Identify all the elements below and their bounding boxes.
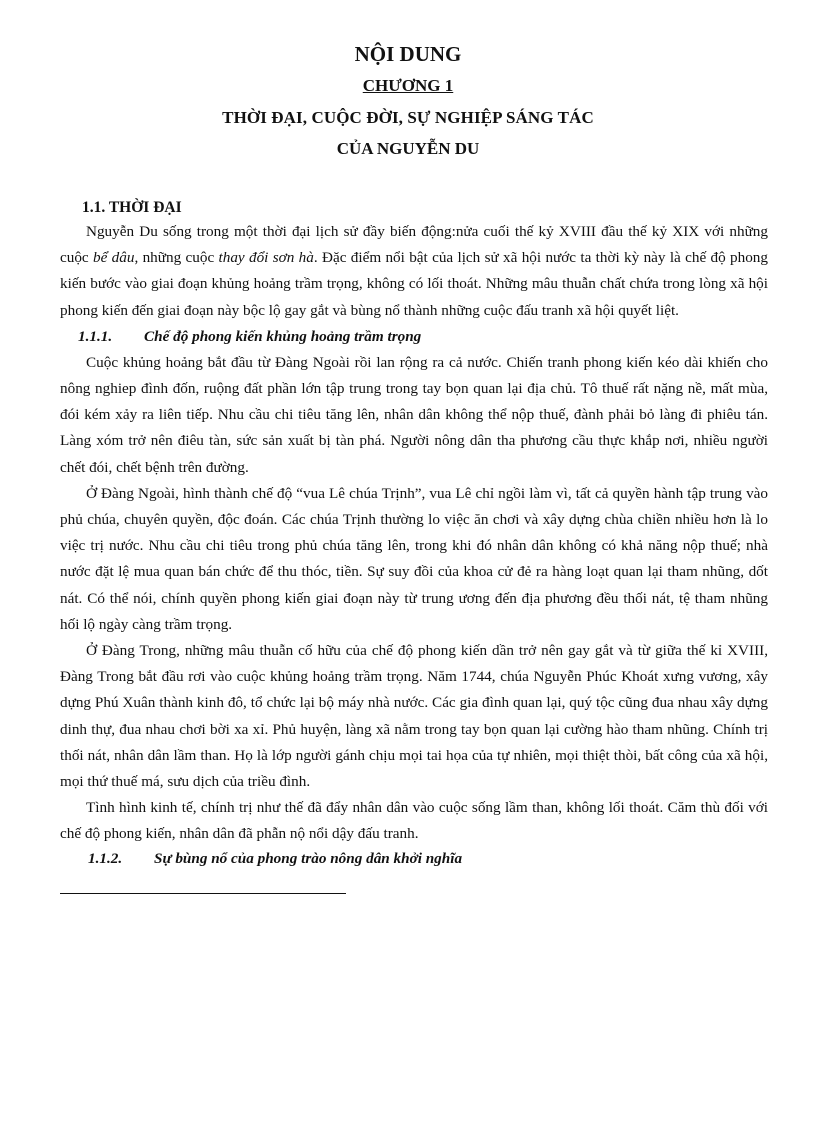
section-heading: 1.1. THỜI ĐẠI xyxy=(82,199,182,216)
intro-paragraph xyxy=(60,219,768,324)
paragraph: Cuộc khủng hoảng bắt đầu từ Đàng Ngoài rồi lan rộng ra cả nước. Chiến tranh phong kiến kéo dài khiến cho nông nghiep đình đốn, ruộng đất phần lớn tập trung trong tay bọn quan lại địa chủ. Tô thuế rất nặng nề, mất mùa, đói kém xảy ra liên tiếp. Nhu cầu chi tiêu tăng lên, nhân dân không thể nộp thuế, đành phải bỏ làng đi phiêu tán. Làng xóm trở nên điêu tàn, sức sản xuất bị tàn phá. Người nông dân tha phương cầu thực khắp nơi, nhiều người chết đói, chết bệnh trên đường. xyxy=(60,353,768,476)
intro-text-2: , những cuộc xyxy=(134,249,219,267)
intro-emphasis-1: bể dâu xyxy=(93,249,135,267)
paragraph: Ở Đàng Trong, những mâu thuẫn cố hữu của chế độ phong kiến dần trở nên gay gắt và từ giữa thế kỉ XVIII, Đàng Trong bắt đầu rơi vào cuộc khủng hoảng trầm trọng. Năm 1744, chúa Nguyễn Phúc Khoát xưng vương, xây dựng Phú Xuân thành kinh đô, tổ chức lại bộ máy nhà nước. Các gia đình quan lại, quý tộc cũng đua nhau xây dựng dinh thự, đua nhau chơi bời xa xỉ. Phủ huyện, làng xã nằm trong tay bọn quan lại cường hào tham nhũng. Chính trị thối nát, nhân dân lầm than. Họ là lớp người gánh chịu mọi tai họa của tự nhiên, mọi thiệt thòi, bất công của xã hội, mọi thứ thuế má, sưu dịch của triều đình. xyxy=(60,642,768,791)
subsection-heading-2 xyxy=(88,846,768,872)
paragraph: Ở Đàng Ngoài, hình thành chế độ “vua Lê chúa Trịnh”, vua Lê chỉ ngồi làm vì, tất cả quyền hành tập trung vào phủ chúa, chuyên quyền, độc đoán. Các chúa Trịnh thường lo việc ăn chơi và xây dựng chùa chiền nhiều hơn là lo việc trị nước. Nhu cầu chi tiêu trong phủ chúa tăng lên, trong khi đó nhân dân không có khả năng nộp thuế; nhà nước đặt lệ mua quan bán chức để thu thóc, tiền. Sự suy đồi của khoa cử đẻ ra hàng loạt quan lại tham nhũng, dốt nát. Có thể nói, chính quyền phong kiến giai đoạn này từ trung ương đến địa phương đều thối nát, tệ tham nhũng hối lộ ngày càng trầm trọng. xyxy=(60,484,768,633)
subsection-title-1: Chế độ phong kiến khủng hoảng trầm trọng xyxy=(144,327,422,345)
intro-text-1: Nguyễn Du sống trong một thời đại lịch sử đầy biến động:nửa cuối thế kỷ XVIII đầu thế kỷ XIX với những cuộc xyxy=(60,223,768,267)
subsection-title-2: Sự bùng nổ của phong trào nông dân khởi nghĩa xyxy=(154,849,463,867)
intro-emphasis-2: thay đổi sơn hà xyxy=(218,249,314,267)
subsection-number-1: 1.1.1. xyxy=(78,327,113,345)
title-block xyxy=(0,40,816,161)
intro-text-3: . Đặc điểm nổi bật của lịch sử xã hội nước ta thời kỳ này là chế độ phong kiến bước vào giai đoạn khủng hoảng trầm trọng, không có lối thoát. Những mâu thuẫn chất chứa trong lòng xã hội phong kiến đến giai đoạn này bộc lộ gay gắt và bùng nổ thành những cuộc đấu tranh xã hội quyết liệt. xyxy=(60,249,768,319)
paragraph: Tình hình kinh tế, chính trị như thế đã đẩy nhân dân vào cuộc sống lầm than, không lối thoát. Căm thù đối với chế độ phong kiến, nhân dân đã phẫn nộ nổi dậy đấu tranh. xyxy=(60,799,768,843)
chapter-subtitle: THỜI ĐẠI, CUỘC ĐỜI, SỰ NGHIỆP SÁNG TÁC xyxy=(222,108,594,127)
main-title: NỘI DUNG xyxy=(354,42,462,66)
subsection-number-2: 1.1.2. xyxy=(88,849,123,867)
subsection-heading-1 xyxy=(78,324,768,350)
chapter-subtitle-line2: CỦA NGUYỄN DU xyxy=(336,139,480,158)
underline-rule xyxy=(60,893,346,894)
chapter-title: CHƯƠNG 1 xyxy=(362,76,454,95)
document-body xyxy=(60,197,768,872)
